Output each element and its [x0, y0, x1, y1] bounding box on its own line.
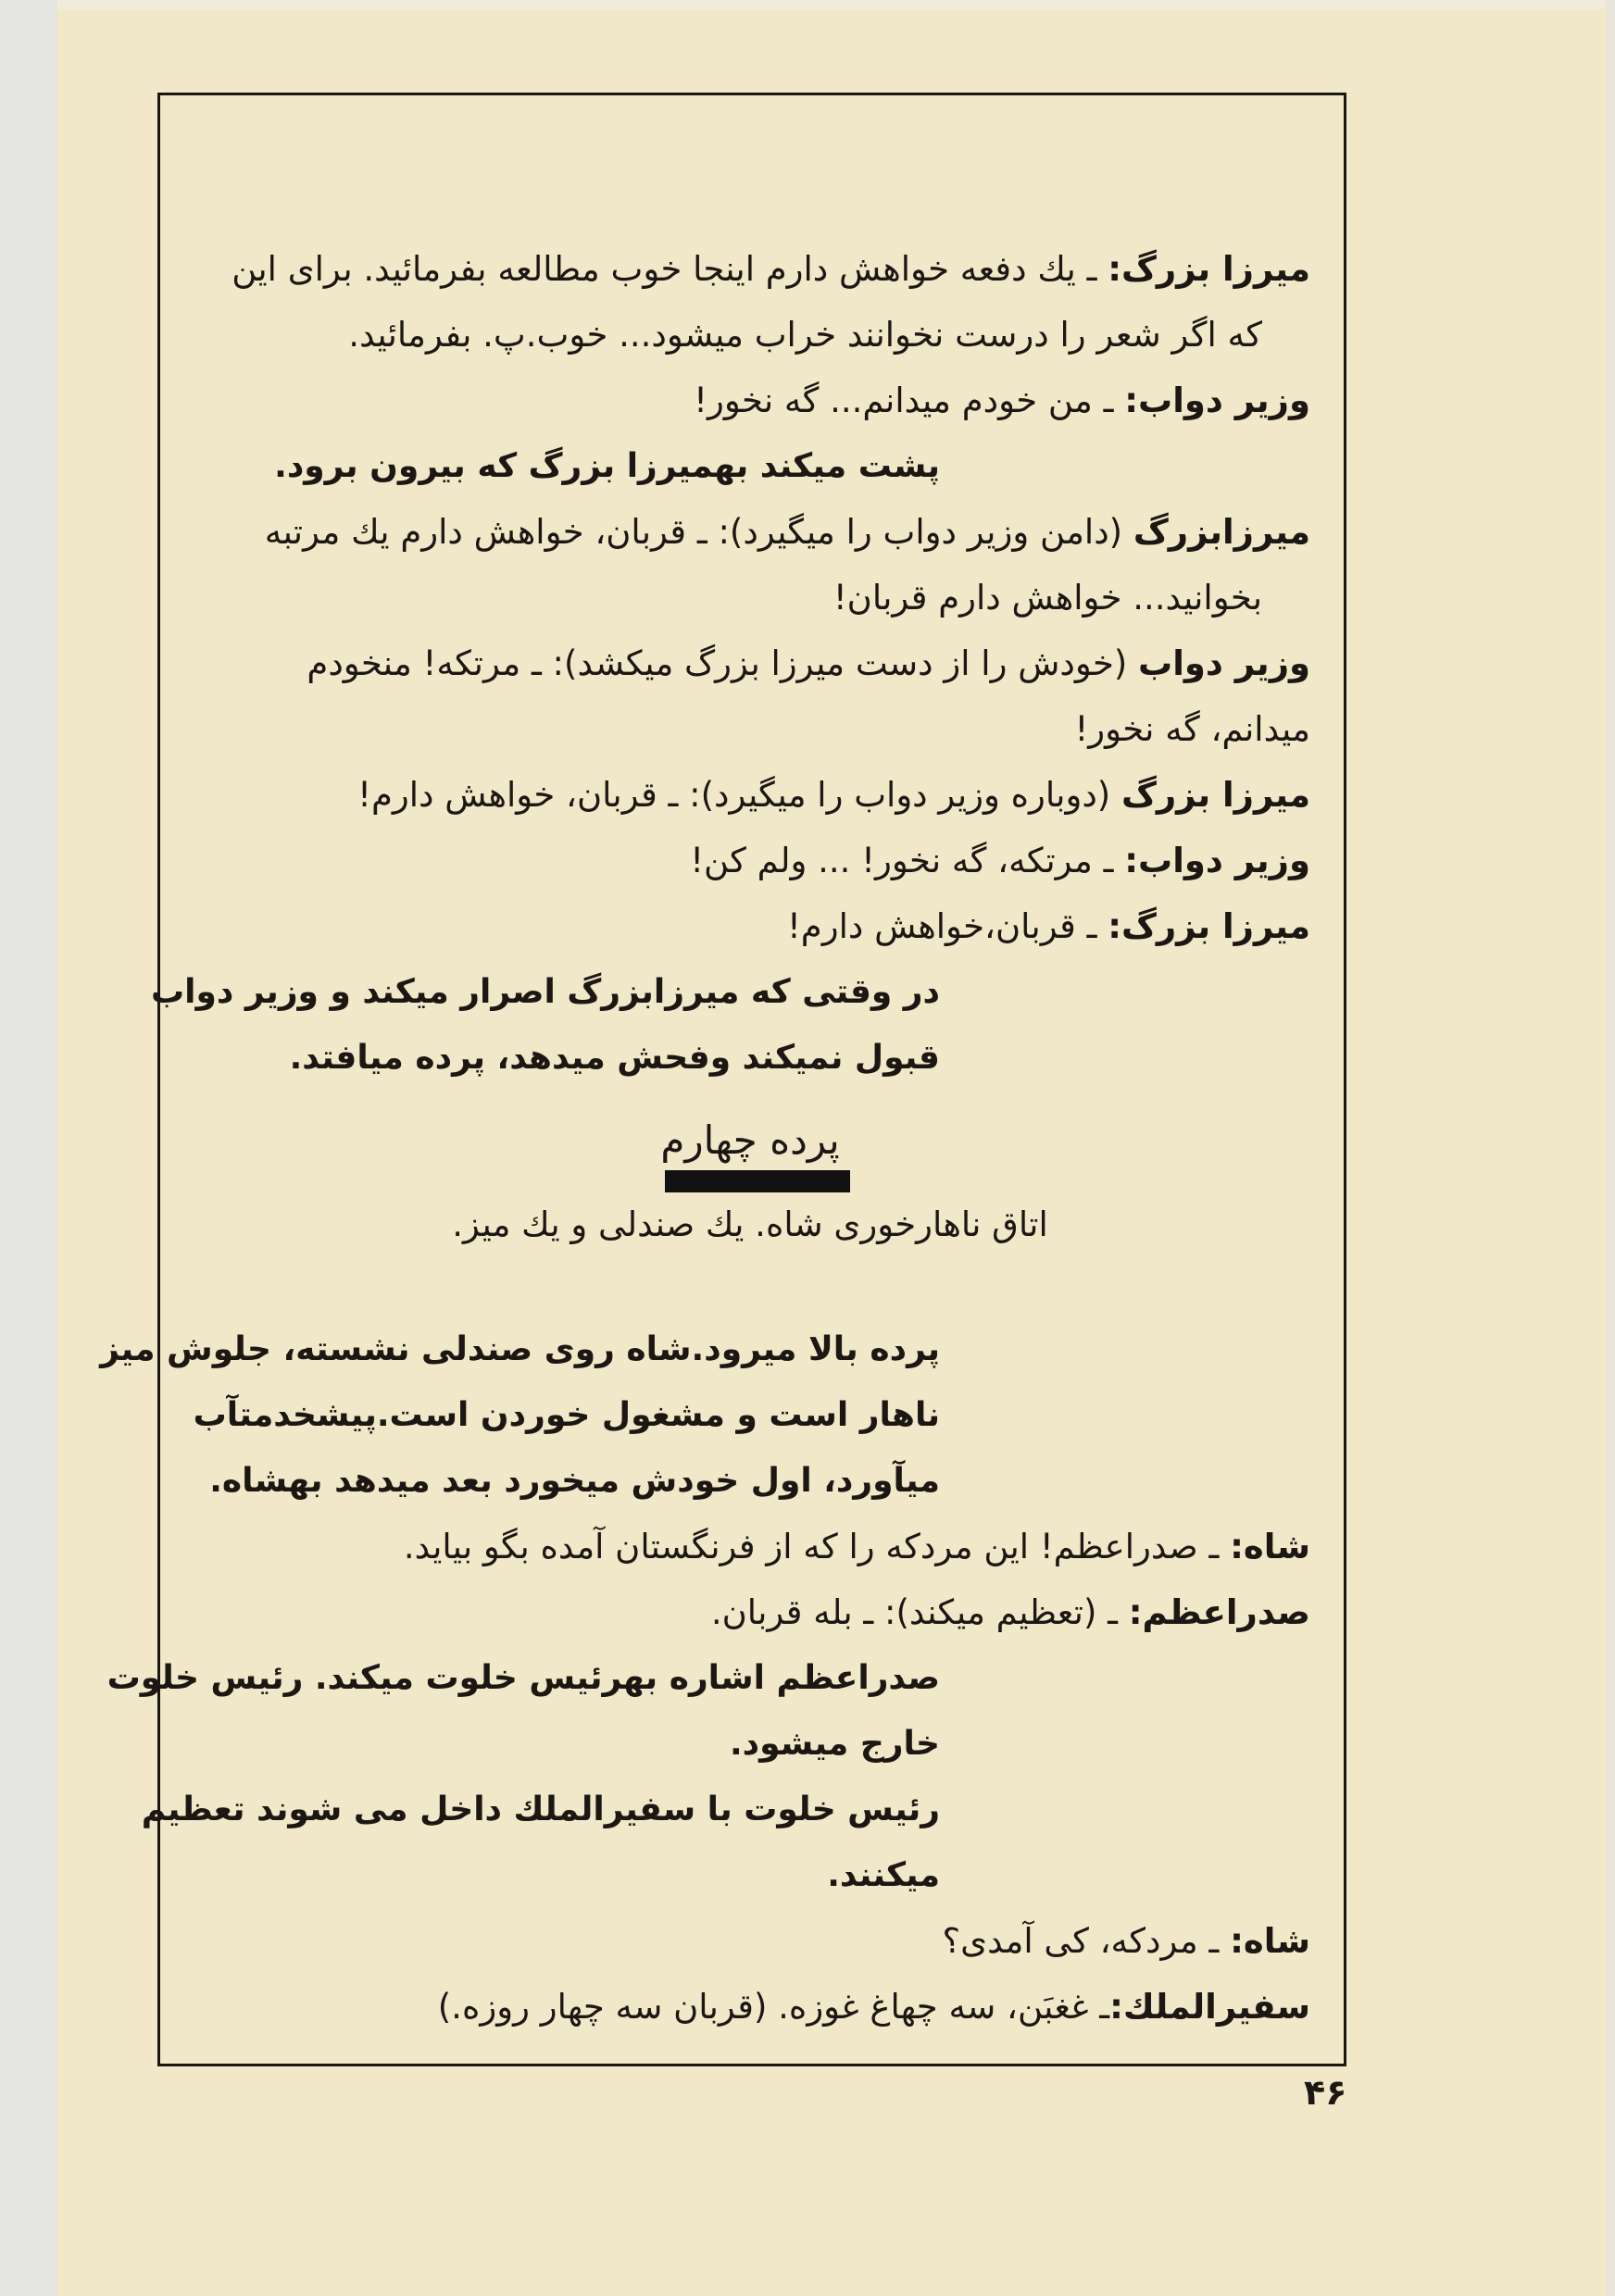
speaker-name: وزیر دواب: — [1124, 841, 1310, 880]
dialogue-line — [190, 1579, 1310, 1645]
speaker-name: شاه: — [1230, 1921, 1310, 1961]
dialogue-continuation: میدانم، گه نخور! — [1074, 709, 1310, 749]
stage-direction: میکنند. — [827, 1856, 940, 1894]
stage-direction: پرده بالا میرود.شاه روی صندلی نشسته، جلوش میز — [100, 1330, 940, 1368]
dialogue-text: ـ (تعظیم میکند): ـ بله قربان. — [710, 1592, 1129, 1632]
dialogue-text: (دوباره وزیر دواب را میگیرد): ـ قربان، خواهش دارم! — [357, 775, 1121, 815]
speaker-name: میرزا بزرگ — [1121, 775, 1310, 815]
dialogue-text: ـ صدراعظم! این مردکه را که از فرنگستان آمده بگو بیاید. — [403, 1527, 1231, 1566]
dialogue-line — [190, 499, 1310, 565]
dialogue-text: ـ مردکه، کی آمدی؟ — [942, 1921, 1231, 1961]
dialogue-text: ـ مرتکه، گه نخور! ... ولم کن! — [690, 841, 1125, 880]
stage-direction: صدراعظم اشاره بهرئیس خلوت میکند. رئیس خلوت — [106, 1659, 940, 1697]
dialogue-line — [190, 1974, 1310, 2040]
dialogue-text: (دامن وزیر دواب را میگیرد): ـ قربان، خواهش دارم یك مرتبه — [264, 512, 1133, 552]
speaker-name: میرزا بزرگ: — [1108, 249, 1310, 289]
stage-direction: خارج میشود. — [729, 1725, 940, 1763]
scene-setting: اتاق ناهارخوری شاه. یك صندلی و یك میز. — [452, 1204, 1048, 1244]
page-body — [100, 236, 1310, 2040]
scan-top-margin — [57, 0, 1615, 9]
dialogue-line — [190, 893, 1310, 959]
stage-direction: میآورد، اول خودش میخورد بعد میدهد بهشاه. — [209, 1462, 940, 1500]
speaker-name: میرزا بزرگ: — [1108, 906, 1310, 946]
dialogue-line — [190, 368, 1310, 433]
dialogue-continuation: بخوانید... خواهش دارم قربان! — [833, 578, 1262, 618]
speaker-name: وزیر دواب: — [1124, 381, 1310, 420]
dialogue-text: ـ قربان،خواهش دارم! — [786, 906, 1108, 946]
title-underline-bar — [665, 1170, 850, 1192]
dialogue-line — [190, 1908, 1310, 1974]
speaker-name: سفیرالملك: — [1109, 1987, 1310, 2027]
scan-right-margin — [1606, 0, 1615, 2296]
act-heading — [190, 1091, 1310, 1192]
speaker-name: میرزابزرگ — [1133, 512, 1310, 552]
dialogue-line — [190, 236, 1310, 302]
speaker-name: وزیر دواب — [1138, 643, 1310, 683]
dialogue-line — [190, 762, 1310, 828]
stage-direction: رئیس خلوت با سفیرالملك داخل می شوند تعظیم — [141, 1791, 940, 1828]
dialogue-text: ـ من خودم میدانم... گه نخور! — [694, 381, 1125, 420]
stage-direction: قبول نمیکند وفحش میدهد، پرده میافتد. — [289, 1039, 940, 1077]
stage-direction: ناهار است و مشغول خوردن است.پیشخدمتآب — [193, 1396, 940, 1434]
dialogue-text: ـ یك دفعه خواهش دارم اینجا خوب مطالعه بفرمائید. برای این — [232, 249, 1108, 289]
dialogue-text: (خودش را از دست میرزا بزرگ میکشد): ـ مرتکه! منخودم — [307, 643, 1139, 683]
scan-left-margin — [0, 0, 57, 2296]
dialogue-line — [190, 1514, 1310, 1579]
dialogue-line — [190, 630, 1310, 696]
act-title: پرده چهارم — [660, 1117, 840, 1163]
speaker-name: صدراعظم: — [1128, 1592, 1310, 1632]
page-number: ۴۶ — [1304, 2072, 1347, 2113]
stage-direction: پشت میکند بهمیرزا بزرگ که بیرون برود. — [274, 447, 940, 485]
dialogue-line — [190, 828, 1310, 893]
dialogue-continuation: که اگر شعر را درست نخوانند خراب میشود... خوب.پ. بفرمائید. — [348, 315, 1262, 355]
dialogue-text: ـ غغبَن، سه چهاغ غوزه. (قربان سه چهار روزه.) — [437, 1987, 1110, 2027]
stage-direction: در وقتی که میرزابزرگ اصرار میکند و وزیر دواب — [151, 973, 940, 1011]
speaker-name: شاه: — [1230, 1527, 1310, 1566]
